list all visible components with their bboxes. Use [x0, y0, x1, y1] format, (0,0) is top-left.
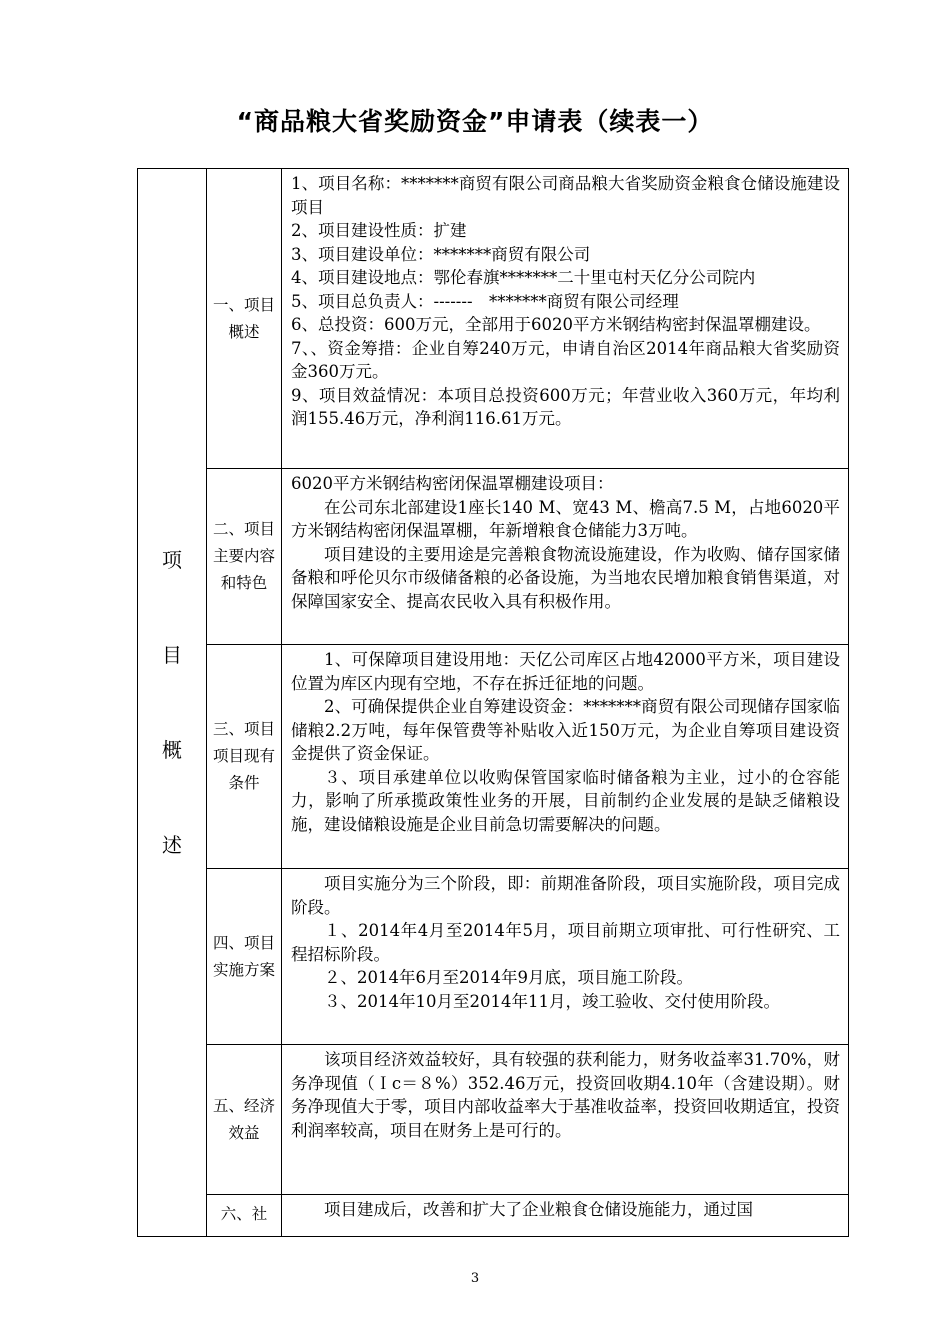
content-line: 1、项目名称：*******商贸有限公司商品粮大省奖励资金粮食仓储设施建设项目 — [291, 174, 840, 217]
section-row — [138, 1195, 849, 1237]
content-line: 4、项目建设地点：鄂伦春旗*******二十里屯村天亿分公司院内 — [291, 268, 756, 287]
section-row — [138, 869, 849, 1045]
side-char: 目 — [162, 642, 182, 667]
content-line: 6、总投资：600万元，全部用于6020平方米钢结构密封保温罩棚建设。 — [291, 315, 821, 334]
content-line: 项目建成后，改善和扩大了企业粮食仓储设施能力，通过国 — [324, 1200, 753, 1219]
section-row — [138, 469, 849, 645]
side-label — [138, 169, 207, 1237]
content-line: ３、项目承建单位以收购保管国家临时储备粮为主业，过小的仓容能力，影响了所承揽政策性业务的开展，目前制约企业发展的是缺乏储粮设施，建设储粮设施是企业目前急切需要解决的问题。 — [291, 767, 840, 834]
side-char: 述 — [162, 832, 182, 857]
content-line: 该项目经济效益较好，具有较强的获利能力，财务收益率31.70%，财务净现值（Ｉc＝８%）352.46万元，投资回收期4.10年（含建设期）。财务净现值大于零，项目内部收益率大于基准收益率，投资回收期适宜，投资利润率较高，项目在财务上是可行的。 — [291, 1050, 840, 1140]
content-line: ２、2014年6月至2014年9月底，项目施工阶段。 — [324, 968, 693, 987]
content-line: 6020平方米钢结构密闭保温罩棚建设项目： — [291, 474, 614, 493]
section-label: 四、项目实施方案 — [207, 869, 282, 1045]
section-row — [138, 645, 849, 869]
section-label: 六、社 — [207, 1195, 282, 1237]
content-line: 2、可确保提供企业自筹建设资金：*******商贸有限公司现储存国家临储粮2.2万吨，每年保管费等补贴收入近150万元，为企业自筹项目建设资金提供了资金保证。 — [291, 697, 840, 763]
section-content — [282, 169, 849, 469]
section-content — [282, 1045, 849, 1195]
section-label: 二、项目主要内容和特色 — [207, 469, 282, 645]
section-content — [282, 869, 849, 1045]
side-char: 项 — [162, 547, 182, 572]
content-line: 5、项目总负责人：------- *******商贸有限公司经理 — [291, 291, 679, 311]
content-line: 项目建设的主要用途是完善粮食物流设施建设，作为收购、储存国家储备粮和呼伦贝尔市级储备粮的必备设施，为当地农民增加粮食销售渠道，对保障国家安全、提高农民收入具有积极作用。 — [291, 544, 840, 611]
section-label: 三、项目项目现有条件 — [207, 645, 282, 869]
content-line: 7、、资金筹措：企业自筹240万元，申请自治区2014年商品粮大省奖励资金360万元。 — [291, 338, 840, 381]
section-label: 五、经济效益 — [207, 1045, 282, 1195]
content-line: ３、2014年10月至2014年11月，竣工验收、交付使用阶段。 — [324, 991, 780, 1011]
section-label: 一、项目概述 — [207, 169, 282, 469]
section-content — [282, 1195, 849, 1237]
section-row — [138, 169, 849, 469]
content-line: 9、项目效益情况：本项目总投资600万元；年营业收入360万元，年均利润155.46万元，净利润116.61万元。 — [291, 385, 840, 428]
content-line: １、2014年4月至2014年5月，项目前期立项审批、可行性研究、工程招标阶段。 — [291, 921, 840, 964]
content-line: 在公司东北部建设1座长140 M、宽43 M、檐高7.5 M，占地6020平方米钢结构密闭保温罩棚，年新增粮食仓储能力3万吨。 — [291, 497, 840, 540]
section-content — [282, 645, 849, 869]
application-form-table — [137, 168, 849, 1237]
section-content — [282, 469, 849, 645]
content-line: 项目实施分为三个阶段，即：前期准备阶段，项目实施阶段，项目完成阶段。 — [291, 874, 840, 917]
side-char: 概 — [162, 737, 182, 762]
section-row — [138, 1045, 849, 1195]
content-line: 1、可保障项目建设用地：天亿公司库区占地42000平方米，项目建设位置为库区内现有空地，不存在拆迁征地的问题。 — [291, 650, 840, 693]
content-line: 2、项目建设性质：扩建 — [291, 221, 467, 240]
page-title: “商品粮大省奖励资金”申请表（续表一） — [236, 107, 714, 136]
page-number: 3 — [470, 1271, 480, 1286]
content-line: 3、项目建设单位：*******商贸有限公司 — [291, 244, 591, 264]
